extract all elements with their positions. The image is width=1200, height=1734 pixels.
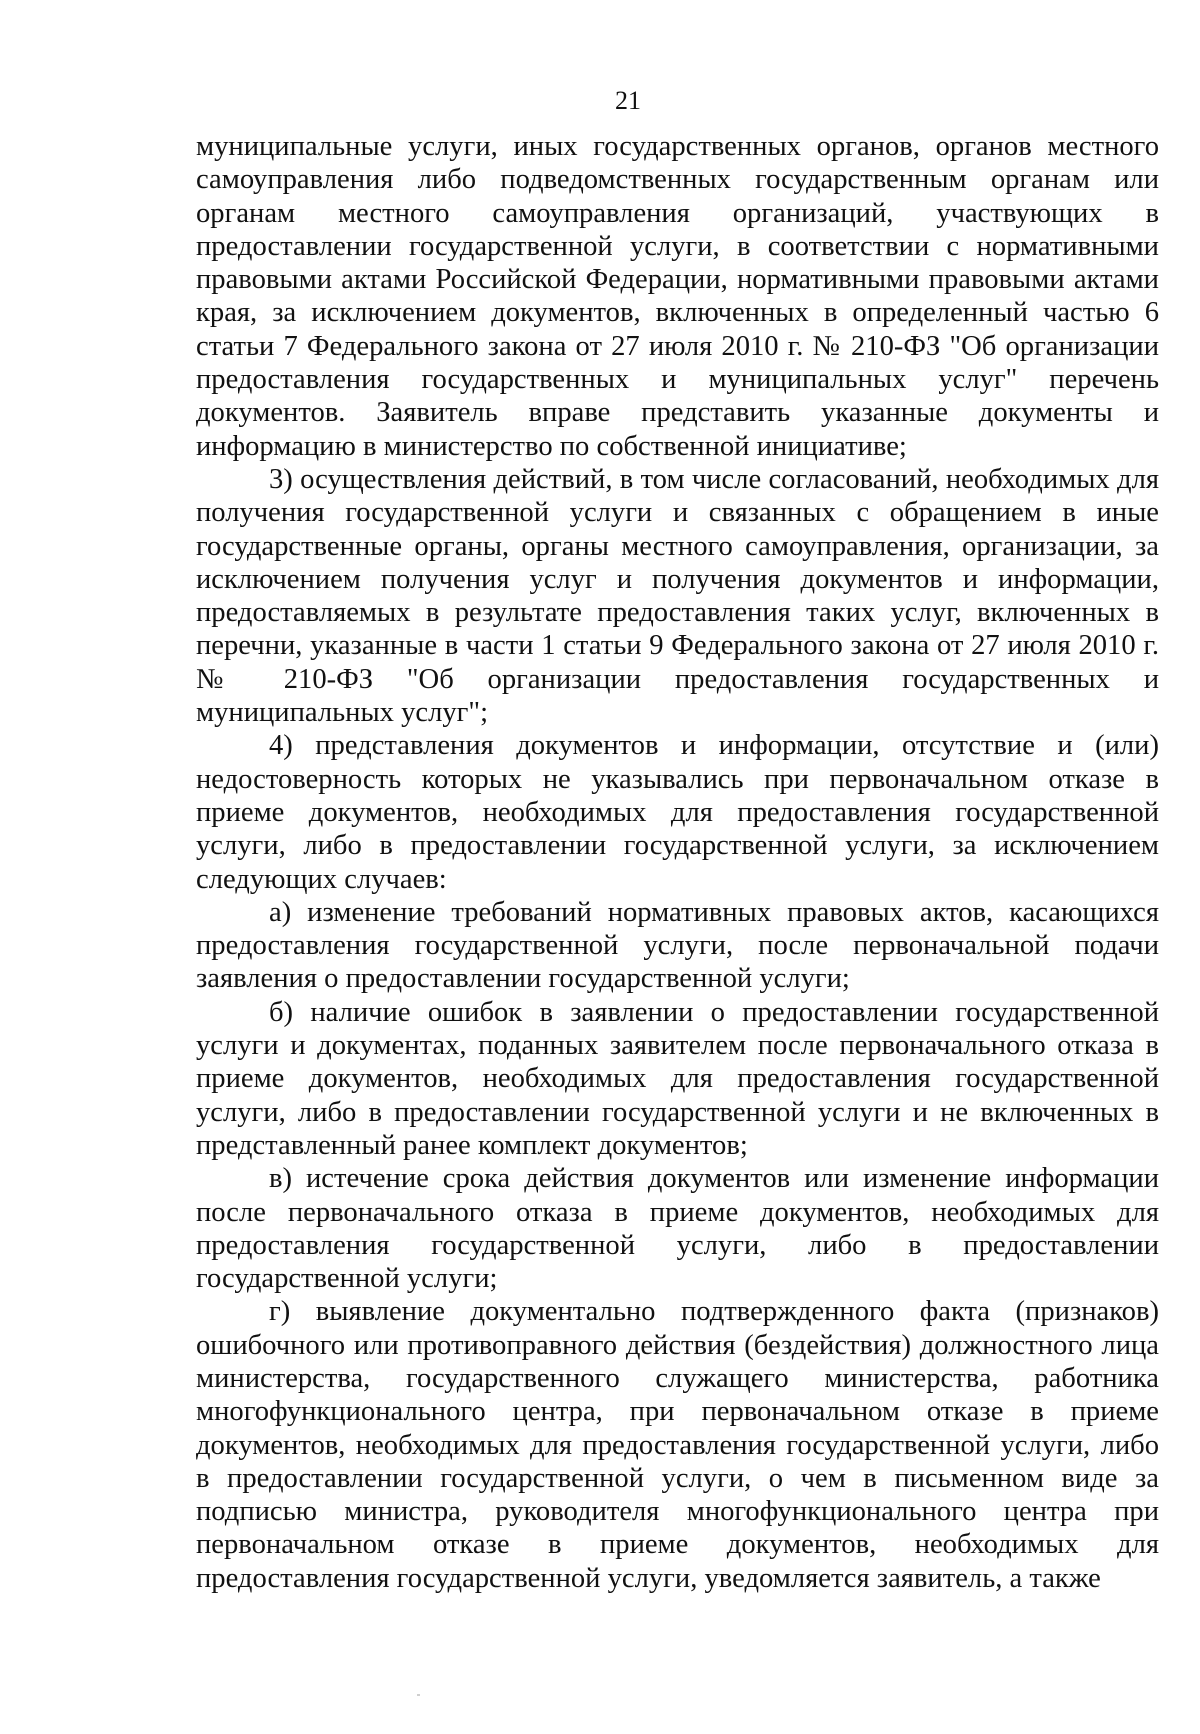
- paragraph-subitem-v: в) истечение срока действия документов или изменение информации после первоначального отказа в приеме документов, необходимых для предоставления государственной услуги, либо в предоставлении государственной услуги;: [196, 1163, 1159, 1295]
- paragraph-subitem-b: б) наличие ошибок в заявлении о предоставлении государственной услуги и документах, поданных заявителем после первоначального отказа в приеме документов, необходимых для предоставления государственной услуги, либо в предоставлении государственной услуги и не включенных в представленный ранее комплект документов;: [196, 996, 1159, 1161]
- paragraph-subitem-g: г) выявление документально подтвержденного факта (признаков) ошибочного или противоправного действия (бездействия) должностного лица министерства, государственного служащего министерства, работника многофункционального центра, при первоначальном отказе в приеме документов, необходимых для предоставления государственной услуги, либо в предоставлении государственной услуги, о чем в письменном виде за подписью министра, руководителя многофункционального центра при первоначальном отказе в приеме документов, необходимых для предоставления государственной услуги, уведомляется заявитель, а также: [196, 1296, 1159, 1594]
- paragraph-item-4: 4) представления документов и информации, отсутствие и (или) недостоверность которых не указывались при первоначальном отказе в приеме документов, необходимых для предоставления государственной услуги, либо в предоставлении государственной услуги, за исключением следующих случаев:: [196, 730, 1159, 895]
- document-body: [196, 130, 1159, 1595]
- paragraph-continuation: муниципальные услуги, иных государственных органов, органов местного самоуправления либо подведомственных государственным органам или органам местного самоуправления организаций, участвующих в предоставлении государственной услуги, в соответствии с нормативными правовыми актами Российской Федерации, нормативными правовыми актами края, за исключением документов, включенных в определенный частью 6 статьи 7 Федерального закона от 27 июля 2010 г. № 210-ФЗ "Об организации предоставления государственных и муниципальных услуг" перечень документов. Заявитель вправе представить указанные документы и информацию в министерство по собственной инициативе;: [196, 131, 1159, 462]
- page-number: 21: [615, 86, 641, 115]
- scan-speck: [417, 1694, 420, 1696]
- paragraph-item-3: 3) осуществления действий, в том числе согласований, необходимых для получения государственной услуги и связанных с обращением в иные государственные органы, органы местного самоуправления, организации, за исключением получения услуг и получения документов и информации, предоставляемых в результате предоставления таких услуг, включенных в перечни, указанные в части 1 статьи 9 Федерального закона от 27 июля 2010 г. № 210-ФЗ "Об организации предоставления государственных и муниципальных услуг";: [196, 463, 1159, 729]
- paragraph-subitem-a: а) изменение требований нормативных правовых актов, касающихся предоставления государственной услуги, после первоначальной подачи заявления о предоставлении государственной услуги;: [196, 896, 1159, 995]
